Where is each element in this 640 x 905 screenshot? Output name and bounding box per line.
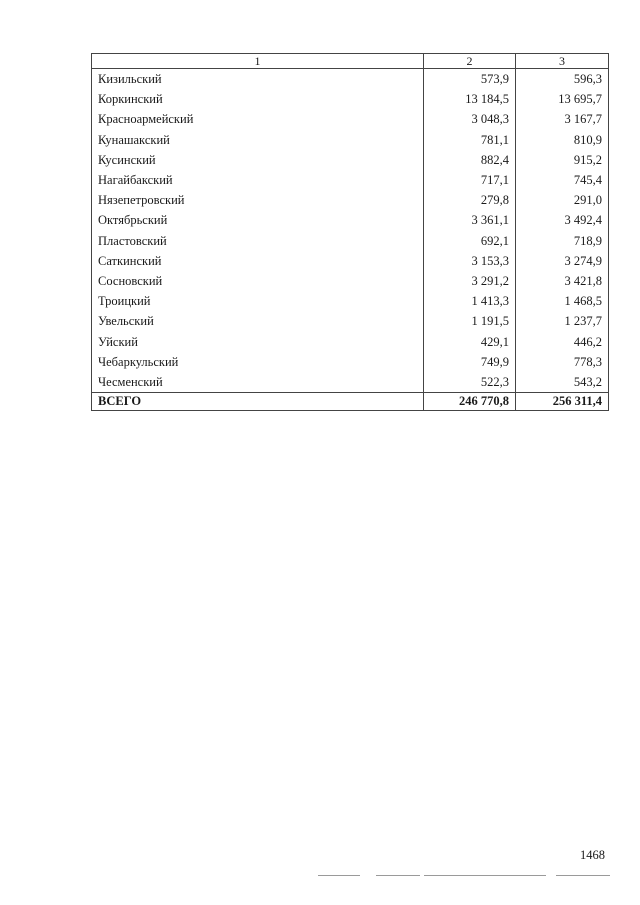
column-header-2: 2 [424, 54, 516, 69]
table-row [92, 89, 609, 109]
table-body [92, 69, 609, 393]
column-header-1: 1 [92, 54, 424, 69]
district-name: Пластовский [92, 231, 424, 251]
value-col2: 13 184,5 [424, 89, 516, 109]
table-row [92, 231, 609, 251]
footer-rule-1 [318, 875, 360, 876]
value-col3: 1 237,7 [515, 311, 608, 331]
table-total-row [92, 393, 609, 411]
value-col2: 781,1 [424, 130, 516, 150]
district-name: Кизильский [92, 69, 424, 90]
district-name: Чесменский [92, 372, 424, 393]
page-number: 1468 [580, 848, 605, 862]
district-name: Чебаркульский [92, 352, 424, 372]
table-row [92, 190, 609, 210]
table-row [92, 352, 609, 372]
value-col3: 778,3 [515, 352, 608, 372]
table-header-row [92, 54, 609, 69]
value-col2: 749,9 [424, 352, 516, 372]
value-col2: 1 413,3 [424, 291, 516, 311]
district-name: Троицкий [92, 291, 424, 311]
table-row [92, 170, 609, 190]
table-row [92, 251, 609, 271]
district-name: Нагайбакский [92, 170, 424, 190]
value-col3: 3 274,9 [515, 251, 608, 271]
value-col2: 3 153,3 [424, 251, 516, 271]
value-col2: 1 191,5 [424, 311, 516, 331]
footer-rule-3 [424, 875, 546, 876]
value-col2: 573,9 [424, 69, 516, 90]
value-col3: 745,4 [515, 170, 608, 190]
value-col2: 882,4 [424, 150, 516, 170]
table-row [92, 210, 609, 230]
district-name: Увельский [92, 311, 424, 331]
table-row [92, 332, 609, 352]
table-row [92, 311, 609, 331]
value-col2: 3 361,1 [424, 210, 516, 230]
value-col2: 3 048,3 [424, 109, 516, 129]
district-name: Красноармейский [92, 109, 424, 129]
value-col2: 279,8 [424, 190, 516, 210]
value-col3: 810,9 [515, 130, 608, 150]
value-col3: 543,2 [515, 372, 608, 393]
value-col3: 13 695,7 [515, 89, 608, 109]
value-col2: 429,1 [424, 332, 516, 352]
district-name: Кунашакский [92, 130, 424, 150]
value-col2: 3 291,2 [424, 271, 516, 291]
table-row [92, 291, 609, 311]
district-name: Саткинский [92, 251, 424, 271]
district-name: Сосновский [92, 271, 424, 291]
value-col2: 522,3 [424, 372, 516, 393]
value-col3: 915,2 [515, 150, 608, 170]
table-row [92, 130, 609, 150]
total-label: ВСЕГО [92, 393, 424, 411]
value-col3: 596,3 [515, 69, 608, 90]
value-col3: 3 492,4 [515, 210, 608, 230]
value-col3: 3 167,7 [515, 109, 608, 129]
value-col2: 717,1 [424, 170, 516, 190]
total-value-col3: 256 311,4 [515, 393, 608, 411]
value-col3: 718,9 [515, 231, 608, 251]
budget-table [91, 53, 609, 411]
footer-rule-4 [556, 875, 610, 876]
district-name: Октябрьский [92, 210, 424, 230]
total-value-col2: 246 770,8 [424, 393, 516, 411]
district-name: Нязепетровский [92, 190, 424, 210]
column-header-3: 3 [515, 54, 608, 69]
district-name: Коркинский [92, 89, 424, 109]
value-col3: 446,2 [515, 332, 608, 352]
value-col3: 291,0 [515, 190, 608, 210]
table-row [92, 69, 609, 90]
value-col2: 692,1 [424, 231, 516, 251]
table-row [92, 372, 609, 393]
value-col3: 3 421,8 [515, 271, 608, 291]
value-col3: 1 468,5 [515, 291, 608, 311]
district-name: Уйский [92, 332, 424, 352]
district-name: Кусинский [92, 150, 424, 170]
table-row [92, 271, 609, 291]
table-row [92, 109, 609, 129]
table-row [92, 150, 609, 170]
footer-rule-2 [376, 875, 420, 876]
